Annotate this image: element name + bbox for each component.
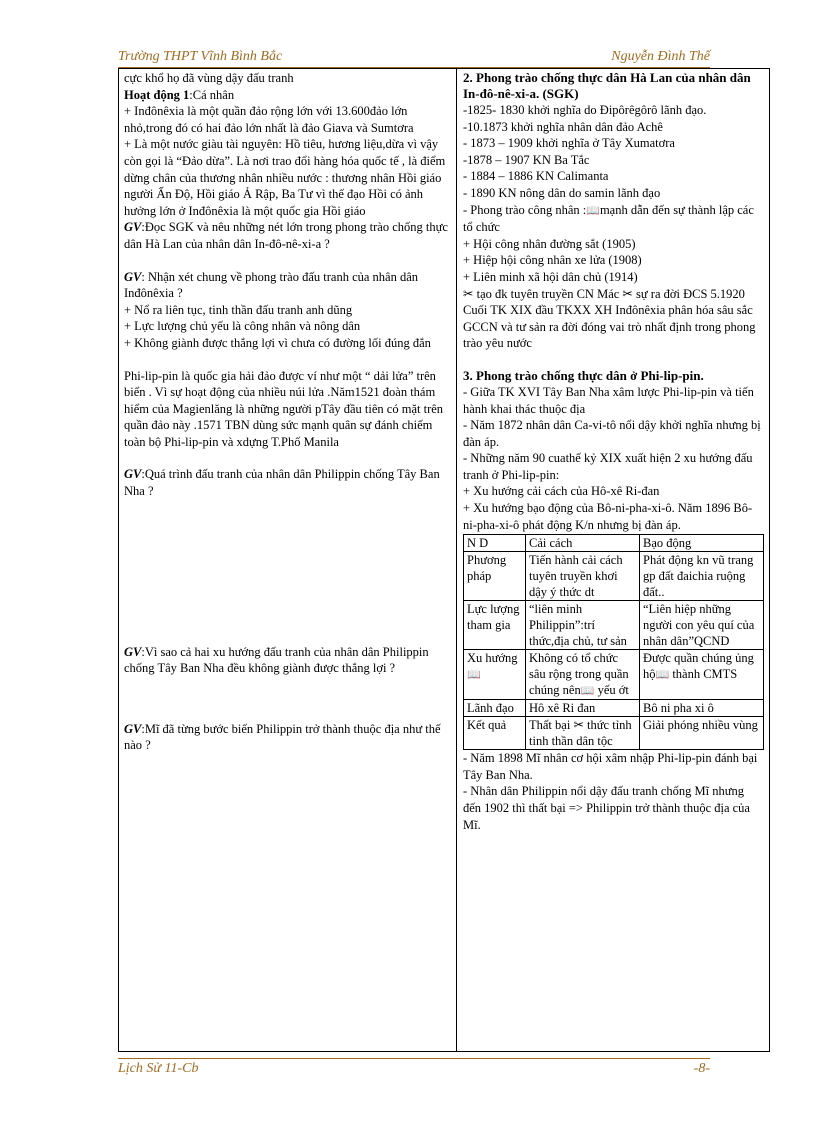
section-title-2: 2. Phong trào chống thực dân Hà Lan của nhân dân In-đô-nê-xi-a. (SGK): [463, 70, 751, 101]
left-paragraph: + Inđônêxia là một quần đảo rộng lớn với 13.600đảo lớn nhỏ,trong đó có hai đảo lớn nhất là đảo Giava và Sumtơra: [124, 104, 414, 135]
table-row: [464, 717, 764, 750]
teacher-question-4: [124, 644, 450, 677]
gv-label: GV: [124, 467, 142, 482]
question-text: :Đọc SGK và nêu những nét lớn trong phong trào chống thực dân Hà Lan của nhân dân In-đô-nê-xi-a ?: [124, 220, 448, 251]
gv-label: GV: [124, 644, 142, 659]
question-text: : Nhận xét chung về phong trào đấu tranh của nhân dân Inđônêxia ?: [124, 269, 419, 301]
table-cell: Thất bại ✂ thức tỉnh tinh thần dân tộc: [526, 717, 640, 750]
right-line: -10.1873 khởi nghĩa nhân dân đảo Achê: [463, 119, 663, 134]
left-paragraph: + Là một nước giàu tài nguyên: Hồ tiêu, hương liệu,dừa vì vậy còn gọi là “Đảo dừa”. Là nơi trao đổi hàng hóa quốc tế , là điểm dừng chân của thương nhân nhiều nước : thương nhân Hồi giáo người Ấn Độ, Hồi giáo Ả Rập, Ba Tư vì thế đạo Hồi có ảnh hưởng lớn ở Inđônêxia là một quốc gia Hồi giáo: [124, 137, 446, 218]
right-line: - Phong trào công nhân :📖mạnh dẫn đến sự thành lập các tổ chức: [463, 202, 754, 235]
author-name: Nguyễn Đình Thế: [611, 49, 710, 64]
left-line: + Nổ ra liên tục, tinh thần đấu tranh anh dũng: [124, 302, 353, 317]
right-paragraph: - Những năm 90 cuathế kỷ XIX xuất hiện 2 xu hướng đấu tranh ở Phi-lip-pin:: [463, 451, 753, 482]
table-cell: Lãnh đạo: [464, 700, 526, 717]
teacher-question-5: [124, 721, 450, 754]
page-header: [118, 49, 710, 68]
activity-heading: [124, 87, 450, 104]
book-icon: 📖: [655, 669, 670, 682]
table-row: [464, 650, 764, 700]
comparison-table: [463, 534, 764, 750]
right-paragraph: - Năm 1898 Mĩ nhân cơ hội xâm nhập Phi-lip-pin đánh bại Tây Ban Nha.: [463, 751, 758, 782]
right-line: + Liên minh xã hội dân chủ (1914): [463, 269, 638, 284]
table-cell: Kết quả: [464, 717, 526, 750]
activity-mode: :Cá nhân: [189, 87, 235, 102]
right-line: + Xu hướng cải cách của Hô-xê Ri-đan: [463, 484, 660, 499]
scissors-icon: ✂: [573, 718, 584, 733]
activity-label: Hoạt động 1: [124, 87, 190, 102]
left-paragraph: Phi-lip-pin là quốc gia hải đảo được ví như một “ dải lửa” trên biển . Vì sự hoạt động của nhiều núi lửa .Năm1521 đoàn thám hiểm của Magienlăng là những người pTây đầu tiên có mặt trên quần đảo này .1571 TBN dùng sức mạnh quân sự đánh chiếm toàn bộ Phi-lip-pin và xdựng T.Phố Manila: [124, 368, 444, 449]
left-line: + Lực lượng chủ yếu là công nhân và nông dân: [124, 319, 361, 334]
right-column: [463, 70, 765, 833]
table-header-cell: Cải cách: [526, 535, 640, 552]
teacher-question-1: [124, 219, 450, 252]
subject-label: Lịch Sử 11-Cb: [118, 1061, 199, 1076]
section-title-3: 3. Phong trào chống thực dân ở Phi-lip-pin.: [463, 367, 704, 383]
table-cell: Không có tổ chức sâu rộng trong quần chúng nên📖 yếu ớt: [526, 650, 640, 700]
table-cell: Được quần chúng ủng hộ📖 thành CMTS: [640, 650, 764, 700]
right-paragraph: + Xu hướng bạo động của Bô-ni-pha-xi-ô. Năm 1896 Bô-ni-pha-xi-ô phát động K/n nhưng bị đàn áp.: [463, 501, 753, 532]
book-icon: 📖: [580, 685, 595, 698]
table-cell: Xu hướng 📖: [464, 650, 526, 700]
right-paragraph: - Nhân dân Philippin nổi dậy đấu tranh chống Mĩ nhưng đến 1902 thì thất bại => Philippin trở thành thuộc địa của Mĩ.: [463, 784, 750, 832]
gv-label: GV: [124, 220, 142, 235]
right-line: - 1884 – 1886 KN Calimanta: [463, 169, 609, 184]
table-cell: Lực lượng tham gia: [464, 601, 526, 650]
right-line: + Hiệp hội công nhân xe lửa (1908): [463, 253, 642, 268]
right-line: - 1890 KN nông dân do samin lãnh đạo: [463, 185, 661, 200]
book-icon: 📖: [467, 669, 481, 682]
right-line: + Hội công nhân đường sắt (1905): [463, 236, 636, 251]
right-paragraph: - Năm 1872 nhân dân Ca-vi-tô nổi dậy khởi nghĩa nhưng bị đàn áp.: [463, 418, 761, 449]
scissors-icon: ✂: [463, 286, 474, 301]
table-cell: Phát động kn vũ trang gp đất đaichia ruộng đất..: [640, 552, 764, 601]
table-cell: Bô ni pha xi ô: [640, 700, 764, 717]
teacher-question-2: [124, 269, 450, 302]
teacher-question-3: [124, 466, 450, 499]
table-cell: Giải phóng nhiều vùng: [640, 717, 764, 750]
school-name: Trường THPT Vĩnh Bình Bắc: [118, 49, 283, 64]
right-line: ✂ tạo đk tuyên truyền CN Mác ✂ sự ra đời ĐCS 5.1920: [463, 286, 745, 301]
table-header-cell: N D: [464, 535, 526, 552]
right-paragraph: Cuối TK XIX đầu TKXX XH Inđônêxia phân hóa sâu sắc GCCN và tư sản ra đời đóng vai trò nhất định trong phong trào yêu nước: [463, 303, 756, 351]
gv-label: GV: [124, 721, 142, 736]
question-text: :Mĩ đã từng bước biến Philippin trở thành thuộc địa như thế nào ?: [124, 721, 441, 753]
table-cell: “liên minh Philippin”:trí thức,địa chủ, tư sản: [526, 601, 640, 650]
question-text: :Vì sao cả hai xu hướng đấu tranh của nhân dân Philippin chống Tây Ban Nha đều không giành được thắng lợi ?: [124, 644, 429, 676]
table-row: [464, 552, 764, 601]
page-footer: [118, 1058, 710, 1078]
book-icon: 📖: [586, 204, 600, 217]
table-cell: Tiến hành cải cách tuyên truyền khơi dậy ý thức dt: [526, 552, 640, 601]
scissors-icon: ✂: [622, 286, 633, 301]
right-line: -1825- 1830 khởi nghĩa do Đipôrêgôrô lãnh đạo.: [463, 103, 707, 117]
question-text: :Quá trình đấu tranh của nhân dân Philippin chống Tây Ban Nha ?: [124, 467, 440, 499]
left-column: [124, 70, 450, 754]
left-line: cực khổ họ đã vùng dậy đấu tranh: [124, 71, 294, 85]
table-row: [464, 700, 764, 717]
right-paragraph: - Giữa TK XVI Tây Ban Nha xâm lược Phi-lip-pin và tiến hành khai thác thuộc địa: [463, 384, 754, 416]
gv-label: GV: [124, 269, 142, 284]
right-line: -1878 – 1907 KN Ba Tắc: [463, 152, 590, 167]
table-cell: Phương pháp: [464, 552, 526, 601]
column-divider: [456, 68, 457, 1052]
table-cell: Hô xê Ri đan: [526, 700, 640, 717]
table-row: [464, 535, 764, 552]
right-line: - 1873 – 1909 khởi nghĩa ở Tây Xumatơra: [463, 136, 675, 151]
page-number: -8-: [693, 1061, 710, 1076]
left-line: + Không giành được thắng lợi vì chưa có đường lối đúng đắn: [124, 335, 431, 350]
table-header-cell: Bạo động: [640, 535, 764, 552]
table-row: [464, 601, 764, 650]
table-cell: “Liên hiệp những người con yêu quí của nhân dân”QCND: [640, 601, 764, 650]
